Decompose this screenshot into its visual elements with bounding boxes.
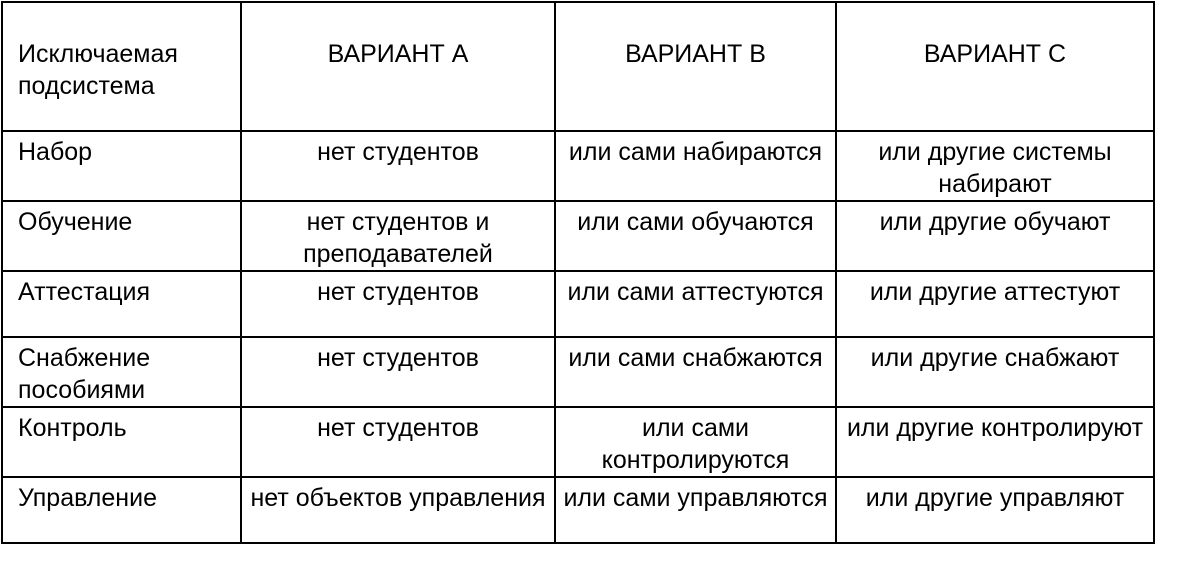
cell-text: или другие системы набирают xyxy=(878,138,1112,198)
row-variant-b-cell xyxy=(555,131,836,201)
table-row xyxy=(2,131,1154,201)
cell-text: Обучение xyxy=(18,208,133,236)
cell-text: или сами обучаются xyxy=(577,208,814,236)
row-variant-a-cell xyxy=(241,271,555,337)
cell-text: или другие управляют xyxy=(865,484,1125,512)
cell-text: или другие аттестуют xyxy=(869,278,1121,306)
table-row xyxy=(2,201,1154,271)
header-cell-variant-a xyxy=(241,2,555,131)
row-variant-a-cell xyxy=(241,337,555,407)
row-variant-b-cell xyxy=(555,201,836,271)
row-variant-b-cell xyxy=(555,407,836,477)
cell-text: или другие снабжают xyxy=(870,344,1120,372)
row-variant-c-cell xyxy=(836,477,1154,543)
row-variant-c-cell xyxy=(836,201,1154,271)
cell-text: Снабжение пособиями xyxy=(18,344,151,404)
cell-text: или сами аттестуются xyxy=(567,278,824,306)
cell-text: Набор xyxy=(18,138,93,166)
header-cell-subsystem xyxy=(2,2,241,131)
cell-text: нет студентов xyxy=(317,414,479,442)
cell-text: Управление xyxy=(18,484,157,512)
header-variant-a-text: ВАРИАНТ А xyxy=(327,40,469,68)
row-variant-a-cell xyxy=(241,131,555,201)
table-row xyxy=(2,337,1154,407)
variants-table xyxy=(1,1,1155,544)
row-variant-c-cell xyxy=(836,407,1154,477)
header-variant-c-text: ВАРИАНТ С xyxy=(923,40,1067,68)
header-variant-b-text: ВАРИАНТ В xyxy=(625,40,766,68)
cell-text: или сами снабжаются xyxy=(568,344,823,372)
row-subsystem-cell xyxy=(2,201,241,271)
table-row xyxy=(2,407,1154,477)
cell-text: или сами контролируются xyxy=(601,414,790,474)
row-variant-c-cell xyxy=(836,337,1154,407)
cell-text: или сами управляются xyxy=(563,484,828,512)
table-row xyxy=(2,271,1154,337)
row-variant-c-cell xyxy=(836,271,1154,337)
row-variant-a-cell xyxy=(241,407,555,477)
row-variant-b-cell xyxy=(555,337,836,407)
row-subsystem-cell xyxy=(2,407,241,477)
row-subsystem-cell xyxy=(2,271,241,337)
row-variant-b-cell xyxy=(555,477,836,543)
header-subsystem-text: Исключаемая подсистема xyxy=(18,40,178,100)
row-variant-a-cell xyxy=(241,201,555,271)
header-cell-variant-c xyxy=(836,2,1154,131)
row-subsystem-cell xyxy=(2,337,241,407)
cell-text: или другие обучают xyxy=(879,208,1111,236)
row-variant-a-cell xyxy=(241,477,555,543)
cell-text: нет студентов xyxy=(317,278,479,306)
cell-text: нет объектов управления xyxy=(250,484,546,512)
cell-text: или другие контролируют xyxy=(846,414,1144,442)
row-variant-c-cell xyxy=(836,131,1154,201)
cell-text: Аттестация xyxy=(18,278,151,306)
header-row xyxy=(2,2,1154,131)
cell-text: нет студентов и преподавателей xyxy=(303,208,493,268)
cell-text: или сами набираются xyxy=(568,138,823,166)
header-cell-variant-b xyxy=(555,2,836,131)
cell-text: нет студентов xyxy=(317,344,479,372)
table-row xyxy=(2,477,1154,543)
row-subsystem-cell xyxy=(2,477,241,543)
cell-text: Контроль xyxy=(18,414,127,442)
row-variant-b-cell xyxy=(555,271,836,337)
row-subsystem-cell xyxy=(2,131,241,201)
cell-text: нет студентов xyxy=(317,138,479,166)
